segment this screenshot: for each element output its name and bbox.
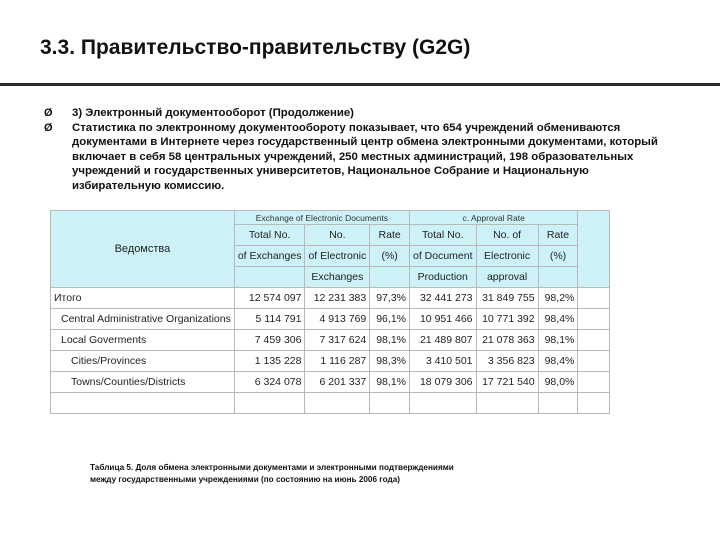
- header-electronic-approval-2: Electronic: [476, 246, 538, 267]
- cell-total-docs: 21 489 807: [410, 330, 477, 351]
- table-row: [51, 372, 610, 393]
- header-electronic-exchanges-1: No.: [305, 225, 370, 246]
- cell-exchange-rate: 97,3%: [370, 288, 410, 309]
- header-total-docs-1: Total No.: [410, 225, 477, 246]
- cell-blank: [370, 393, 410, 414]
- cell-blank: [578, 288, 610, 309]
- cell-electronic-approval: 17 721 540: [476, 372, 538, 393]
- cell-electronic-exchanges: 7 317 624: [305, 330, 370, 351]
- cell-electronic-exchanges: 4 913 769: [305, 309, 370, 330]
- table-caption: [90, 462, 610, 486]
- header-group-exchange: Exchange of Electronic Documents: [234, 211, 409, 225]
- cell-blank: [305, 393, 370, 414]
- cell-electronic-exchanges: 12 231 383: [305, 288, 370, 309]
- statistics-table: [50, 210, 610, 414]
- cell-total-docs: 3 410 501: [410, 351, 477, 372]
- cell-blank: [476, 393, 538, 414]
- cell-approval-rate: 98,1%: [538, 330, 578, 351]
- cell-exchange-rate: 98,3%: [370, 351, 410, 372]
- cell-exchange-rate: 96,1%: [370, 309, 410, 330]
- bullet-text: Статистика по электронному документообороту показывает, что 654 учреждений обмениваются документами в Интернете через государственный центр обмена электронными документами, который включает в себя 58 центральных учреждений, 250 местных администраций, 198 образовательных учреждений и государственных университетов, Национальное Собрание и Национальную избирательную комиссию.: [72, 121, 658, 192]
- cell-blank: [578, 393, 610, 414]
- header-total-exchanges-1: Total No.: [234, 225, 305, 246]
- header-agency: Ведомства: [51, 211, 235, 288]
- title-divider: [0, 83, 720, 86]
- header-exchange-rate-2: (%): [370, 246, 410, 267]
- cell-approval-rate: 98,4%: [538, 351, 578, 372]
- cell-blank: [234, 393, 305, 414]
- cell-blank: [578, 330, 610, 351]
- bullet-text: 3) Электронный документооборот (Продолжение): [72, 107, 354, 119]
- cell-blank: [578, 372, 610, 393]
- table-row: [51, 288, 610, 309]
- row-label: Towns/Counties/Districts: [51, 372, 235, 393]
- header-electronic-exchanges-2: of Electronic: [305, 246, 370, 267]
- cell-total-exchanges: 7 459 306: [234, 330, 305, 351]
- cell-approval-rate: 98,0%: [538, 372, 578, 393]
- caption-line: Таблица 5. Доля обмена электронными документами и электронными подтверждениями: [90, 463, 454, 472]
- slide-title: 3.3. Правительство-правительству (G2G): [40, 36, 471, 59]
- bullet-list: [44, 106, 680, 193]
- header-cell-empty: [538, 267, 578, 288]
- bullet-item: [44, 106, 680, 121]
- cell-electronic-approval: 10 771 392: [476, 309, 538, 330]
- row-label: Итого: [51, 288, 235, 309]
- cell-total-exchanges: 1 135 228: [234, 351, 305, 372]
- cell-blank: [538, 393, 578, 414]
- cell-electronic-approval: 3 356 823: [476, 351, 538, 372]
- cell-approval-rate: 98,4%: [538, 309, 578, 330]
- table-row: [51, 330, 610, 351]
- row-label: Local Goverments: [51, 330, 235, 351]
- header-blank: [578, 211, 610, 288]
- header-cell-empty: [234, 267, 305, 288]
- header-electronic-approval-1: No. of: [476, 225, 538, 246]
- cell-total-exchanges: 6 324 078: [234, 372, 305, 393]
- header-approval-rate-1: Rate: [538, 225, 578, 246]
- header-total-docs-2: of Document: [410, 246, 477, 267]
- cell-electronic-exchanges: 6 201 337: [305, 372, 370, 393]
- table-row: [51, 309, 610, 330]
- header-cell-empty: [370, 267, 410, 288]
- statistics-table-image: [50, 210, 610, 430]
- header-total-docs-3: Production: [410, 267, 477, 288]
- bullet-item: [44, 121, 680, 194]
- cell-exchange-rate: 98,1%: [370, 330, 410, 351]
- caption-line: между государственными учреждениями (по состоянию на июнь 2006 года): [90, 475, 400, 484]
- row-label: Central Administrative Organizations: [51, 309, 235, 330]
- arrow-bullet-icon: Ø: [44, 121, 53, 134]
- header-approval-rate-2: (%): [538, 246, 578, 267]
- header-exchange-rate-1: Rate: [370, 225, 410, 246]
- cell-total-docs: 32 441 273: [410, 288, 477, 309]
- table-row-empty: [51, 393, 610, 414]
- cell-exchange-rate: 98,1%: [370, 372, 410, 393]
- header-total-exchanges-2: of Exchanges: [234, 246, 305, 267]
- cell-approval-rate: 98,2%: [538, 288, 578, 309]
- arrow-bullet-icon: Ø: [44, 107, 53, 119]
- cell-electronic-approval: 31 849 755: [476, 288, 538, 309]
- cell-electronic-exchanges: 1 116 287: [305, 351, 370, 372]
- cell-electronic-approval: 21 078 363: [476, 330, 538, 351]
- cell-blank: [410, 393, 477, 414]
- cell-blank: [578, 351, 610, 372]
- cell-total-docs: 18 079 306: [410, 372, 477, 393]
- cell-total-exchanges: 12 574 097: [234, 288, 305, 309]
- cell-blank: [51, 393, 235, 414]
- row-label: Cities/Provinces: [51, 351, 235, 372]
- table-row: [51, 351, 610, 372]
- header-electronic-exchanges-3: Exchanges: [305, 267, 370, 288]
- cell-total-exchanges: 5 114 791: [234, 309, 305, 330]
- header-electronic-approval-3: approval: [476, 267, 538, 288]
- cell-total-docs: 10 951 466: [410, 309, 477, 330]
- cell-blank: [578, 309, 610, 330]
- header-group-approval: c. Approval Rate: [410, 211, 578, 225]
